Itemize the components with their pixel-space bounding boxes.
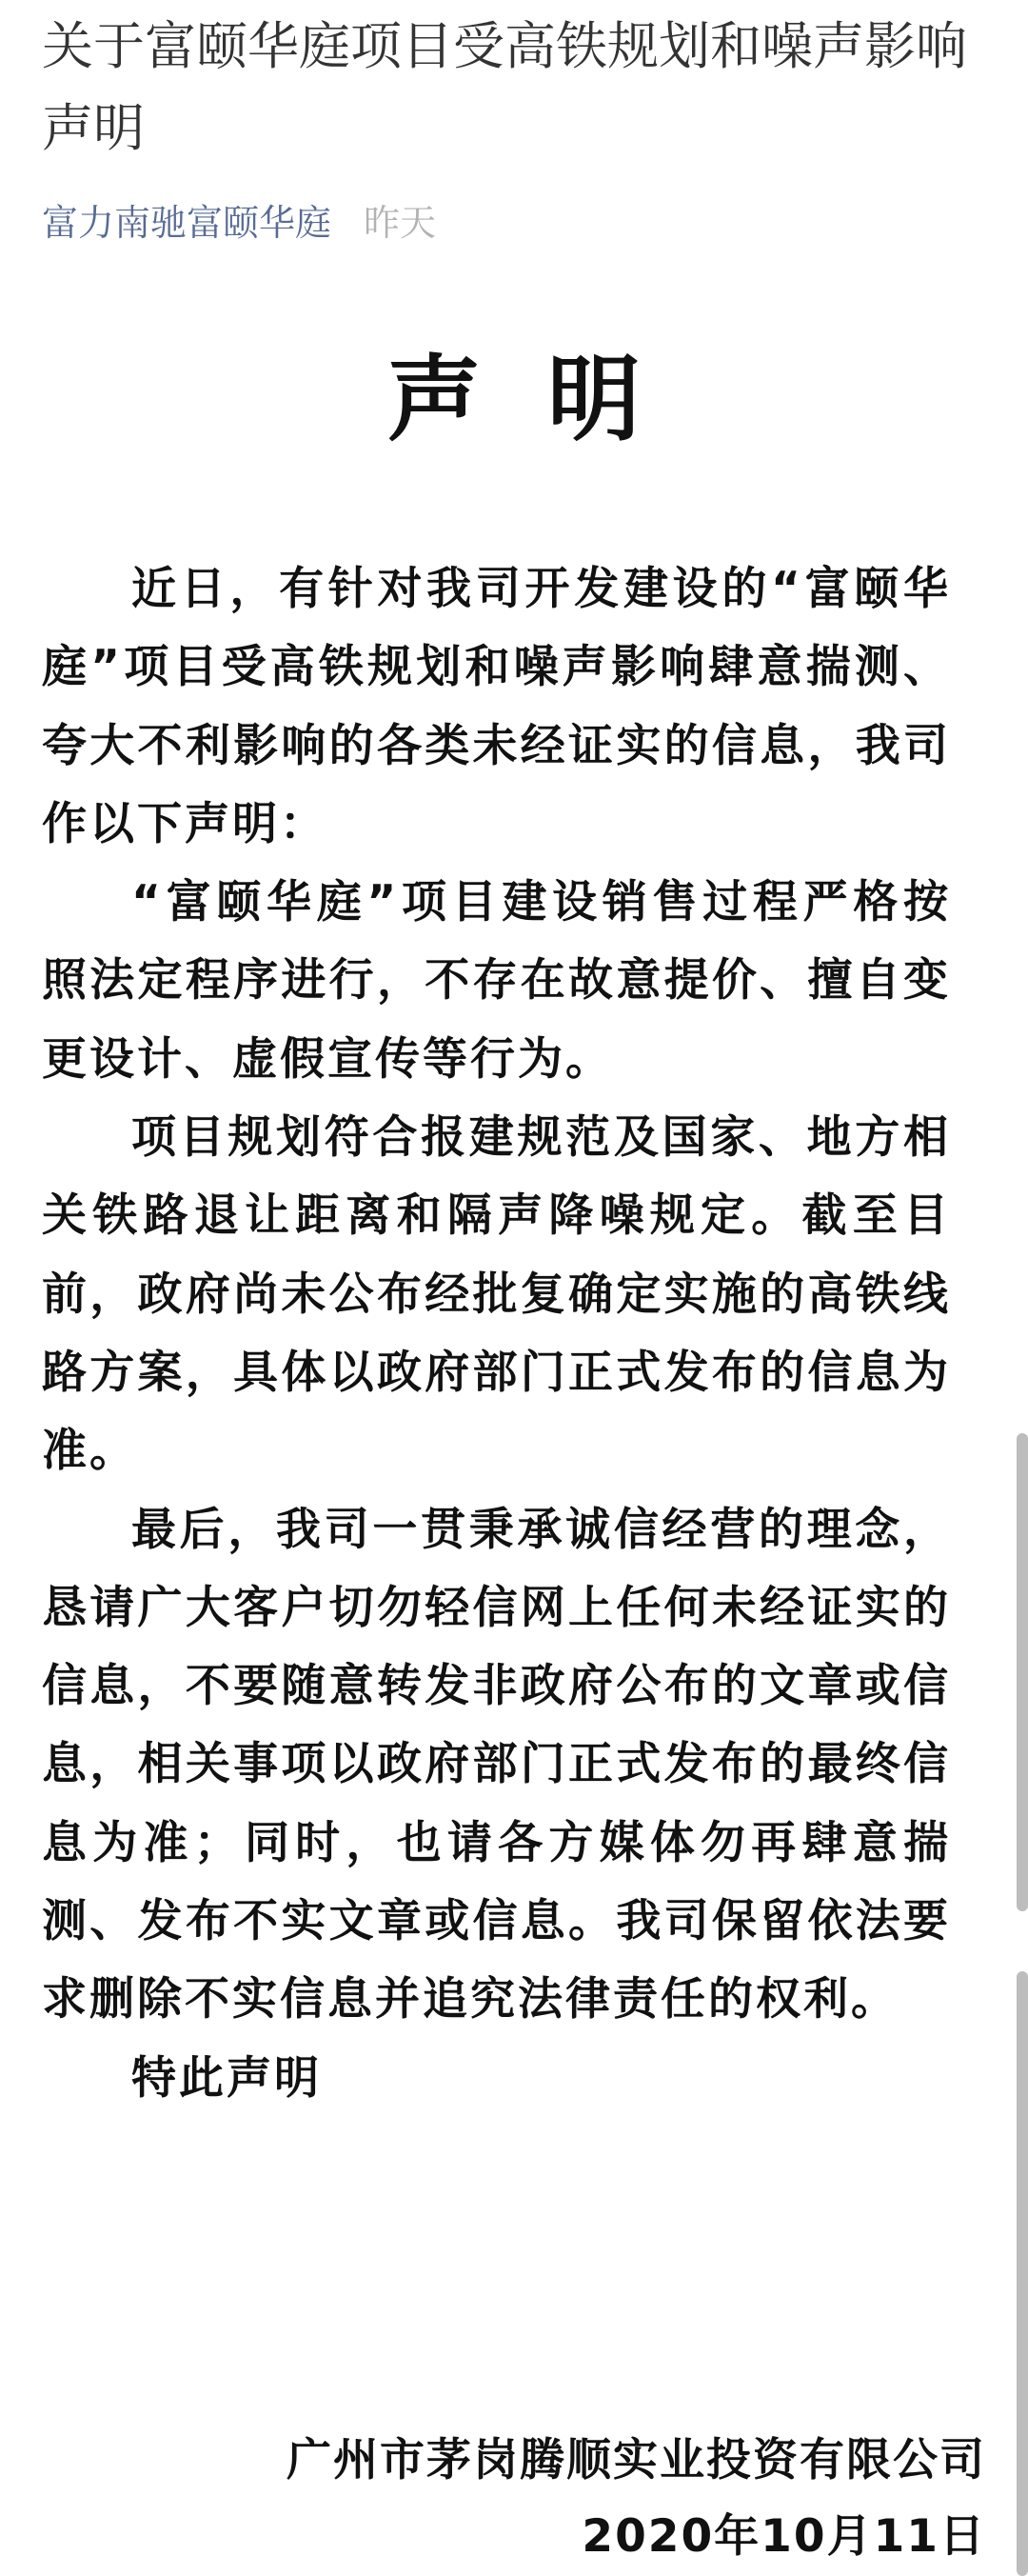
- signature-block: [287, 2423, 986, 2575]
- statement-heading: 声明: [386, 346, 707, 454]
- closing-line: 特此声明: [131, 2051, 322, 2105]
- paragraph: 项目规划符合报建规范及国家、地方相关铁路退让距离和隔声降噪规定。截至目前，政府尚未公布经批复确定实施的高铁线路方案，具体以政府部门正式发布的信息为准。: [42, 1111, 951, 1478]
- paragraph: 最后，我司一贯秉承诚信经营的理念，恳请广大客户切勿轻信网上任何未经证实的信息，不要随意转发非政府公布的文章或信息，相关事项以政府部门正式发布的最终信息为准；同时，也请各方媒体勿再肆意揣测、发布不实文章或信息。我司保留依法要求删除不实信息并追究法律责任的权利。: [42, 1503, 951, 2027]
- paragraph: “富颐华庭”项目建设销售过程严格按照法定程序进行，不存在故意提价、擅自变更设计、虚假宣传等行为。: [42, 876, 951, 1086]
- signed-date: 2020年10月11日: [582, 2510, 986, 2563]
- scrollbar-track-segment: [1017, 1971, 1028, 2576]
- company-name: 广州市茅岗腾顺实业投资有限公司: [287, 2434, 986, 2486]
- author-link[interactable]: 富力南驰富颐华庭: [42, 202, 332, 244]
- scrollbar[interactable]: [1017, 1433, 1028, 1911]
- article-meta: [42, 194, 436, 251]
- publish-date: 昨天: [364, 202, 437, 244]
- paragraph: 近日，有针对我司开发建设的“富颐华庭”项目受高铁规划和噪声影响肆意揣测、夸大不利影响的各类未经证实的信息，我司作以下声明：: [42, 563, 951, 850]
- article-title: 关于富颐华庭项目受高铁规划和噪声影响声明: [42, 16, 967, 158]
- statement-body: [42, 550, 951, 2118]
